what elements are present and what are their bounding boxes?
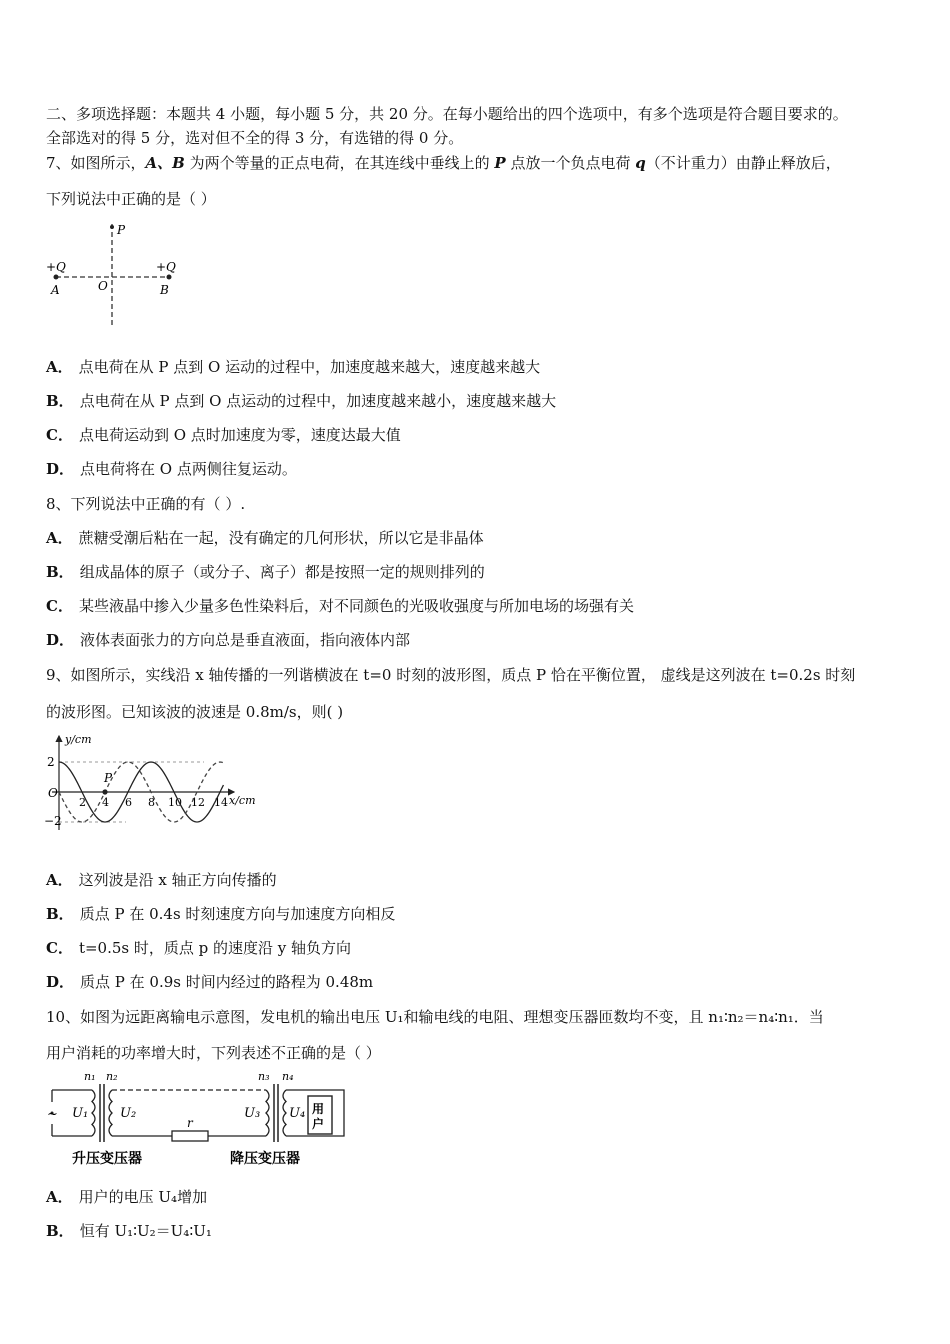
q7-label-o: O <box>98 279 108 293</box>
q10-label-step-up: 升压变压器 <box>72 1151 142 1167</box>
q10-resistor <box>172 1131 208 1141</box>
q9-ylabel: y/cm <box>65 733 92 746</box>
q9-xlabel: x/cm <box>229 794 256 807</box>
option-text: 质点 P 在 0.9s 时间内经过的路程为 0.48m <box>80 973 374 991</box>
q10-label-u4: U₄ <box>289 1106 306 1121</box>
q7-label-a: A <box>51 283 60 297</box>
q9-wave-figure <box>44 730 259 838</box>
q10-label-u3: U₃ <box>244 1106 261 1121</box>
option-label: B． <box>46 1222 74 1240</box>
q9-origin: O <box>48 786 58 800</box>
q7-label-b: B <box>160 283 169 297</box>
q7-stem-line2: 下列说法中正确的是（ ） <box>46 190 216 208</box>
q7-stem-part: 为两个等量的正点电荷，在其连线中垂线上的 <box>184 154 495 172</box>
q10-stem-line1: 10、如图为远距离输电示意图，发电机的输出电压 U₁和输电线的电阻、理想变压器匝数均不变，且 n₁∶n₂＝n₄∶n₁．当 <box>46 1008 824 1026</box>
q8-stem: 8、下列说法中正确的有（ ）. <box>46 495 246 513</box>
q9-xtick: 4 <box>102 796 109 809</box>
q7-stem-part: 7、如图所示， <box>46 154 146 172</box>
q7-stem-ab: A、B <box>145 154 185 172</box>
option-label: B． <box>46 392 74 410</box>
q7-charge-a-dot <box>54 275 59 280</box>
q8-option-a <box>46 528 484 548</box>
q7-stem <box>46 153 841 173</box>
q7-option-b <box>46 391 556 411</box>
q8-option-b <box>46 562 485 582</box>
q9-xtick: 14 <box>214 796 228 809</box>
q10-label-n1: n₁ <box>84 1070 96 1083</box>
q10-label-n4: n₄ <box>282 1070 294 1083</box>
q9-xtick: 2 <box>79 796 86 809</box>
q7-point-p-dot <box>110 225 114 229</box>
option-label: D． <box>46 973 75 991</box>
q10-user-char: 用 <box>312 1102 325 1116</box>
q10-stem-line2: 用户消耗的功率增大时，下列表述不正确的是（ ） <box>46 1044 381 1062</box>
q10-transmission-figure <box>44 1068 354 1168</box>
option-label: C． <box>46 426 73 444</box>
q10-label-n2: n₂ <box>106 1070 118 1083</box>
q9-option-c <box>46 938 351 958</box>
q9-option-b <box>46 904 395 924</box>
q7-option-c <box>46 425 401 445</box>
option-text: 质点 P 在 0.4s 时刻速度方向与加速度方向相反 <box>79 905 396 923</box>
q9-option-a <box>46 870 277 890</box>
q9-label-p: P <box>104 771 113 785</box>
q7-option-a <box>46 357 540 377</box>
option-label: D． <box>46 460 75 478</box>
q9-ytick: −2 <box>44 814 62 828</box>
q10-ac-symbol: ~ <box>47 1107 58 1122</box>
option-label: C． <box>46 939 73 957</box>
option-text: 点电荷在从 P 点到 O 运动的过程中，加速度越来越大，速度越来越大 <box>78 358 541 376</box>
option-label: A． <box>46 529 73 547</box>
option-label: A． <box>46 1188 73 1206</box>
option-label: B． <box>46 563 74 581</box>
q7-label-qa: +Q <box>46 260 66 274</box>
q10-label-r: r <box>187 1116 193 1130</box>
q10-coil-n4 <box>283 1090 286 1136</box>
q10-label-u1: U₁ <box>72 1106 89 1121</box>
section-heading-line2: 全部选对的得 5 分，选对但不全的得 3 分，有选错的得 0 分。 <box>46 129 464 147</box>
option-label: C． <box>46 597 73 615</box>
q10-coil-n3 <box>266 1090 269 1136</box>
option-text: 点电荷在从 P 点到 O 点运动的过程中，加速度越来越小，速度越来越大 <box>79 392 557 410</box>
q7-label-qb: +Q <box>156 260 176 274</box>
option-text: 组成晶体的原子（或分子、离子）都是按照一定的规则排列的 <box>79 563 485 581</box>
option-text: 点电荷运动到 O 点时加速度为零，速度达最大值 <box>78 426 401 444</box>
q7-charge-figure <box>44 222 189 330</box>
q7-stem-part: （不计重力）由静止释放后， <box>645 154 841 172</box>
q7-stem-q: q <box>635 154 646 172</box>
option-label: D． <box>46 631 75 649</box>
q7-stem-part: 点放一个负点电荷 <box>505 154 636 172</box>
q10-user-char: 户 <box>312 1117 325 1131</box>
option-text: t=0.5s 时，质点 p 的速度沿 y 轴负方向 <box>78 939 352 957</box>
option-label: A． <box>46 871 73 889</box>
q8-option-c <box>46 596 634 616</box>
q8-option-d <box>46 630 410 650</box>
q10-option-b <box>46 1221 212 1241</box>
option-text: 液体表面张力的方向总是垂直液面，指向液体内部 <box>80 631 411 649</box>
option-text: 蔗糖受潮后粘在一起，没有确定的几何形状，所以它是非晶体 <box>78 529 484 547</box>
q9-stem-line2: 的波形图。已知该波的波速是 0.8m/s，则( ) <box>46 703 344 721</box>
q10-label-n3: n₃ <box>258 1070 270 1083</box>
q9-xtick: 8 <box>148 796 155 809</box>
section-heading-line1: 二、多项选择题：本题共 4 小题，每小题 5 分，共 20 分。在每小题给出的四个选项中，有多个选项是符合题目要求的。 <box>46 105 848 123</box>
q10-coil-n1 <box>92 1090 95 1136</box>
q9-option-d <box>46 972 373 992</box>
option-text: 这列波是沿 x 轴正方向传播的 <box>78 871 277 889</box>
option-label: B． <box>46 905 74 923</box>
option-text: 用户的电压 U₄增加 <box>78 1188 208 1206</box>
q9-xtick: 12 <box>191 796 205 809</box>
q7-charge-b-dot <box>167 275 172 280</box>
q9-xtick: 6 <box>125 796 132 809</box>
q9-ytick: 2 <box>47 755 55 769</box>
q9-stem-line1: 9、如图所示，实线沿 x 轴传播的一列谐横波在 t=0 时刻的波形图，质点 P 恰在平衡位置， 虚线是这列波在 t=0.2s 时刻 <box>46 666 856 684</box>
q7-stem-p: P <box>494 154 506 172</box>
option-text: 恒有 U₁∶U₂＝U₄∶U₁ <box>79 1222 212 1240</box>
q10-coil-n2 <box>109 1090 112 1136</box>
q7-option-d <box>46 459 297 479</box>
q10-label-u2: U₂ <box>120 1106 137 1121</box>
option-text: 点电荷将在 O 点两侧往复运动。 <box>80 460 297 478</box>
q10-label-step-down: 降压变压器 <box>230 1151 300 1167</box>
option-text: 某些液晶中掺入少量多色性染料后，对不同颜色的光吸收强度与所加电场的场强有关 <box>78 597 634 615</box>
q10-user-label <box>312 1102 324 1131</box>
q9-point-p <box>102 789 107 794</box>
option-label: A． <box>46 358 73 376</box>
q9-xtick: 10 <box>168 796 182 809</box>
q10-option-a <box>46 1187 207 1207</box>
q7-label-p: P <box>117 223 126 237</box>
